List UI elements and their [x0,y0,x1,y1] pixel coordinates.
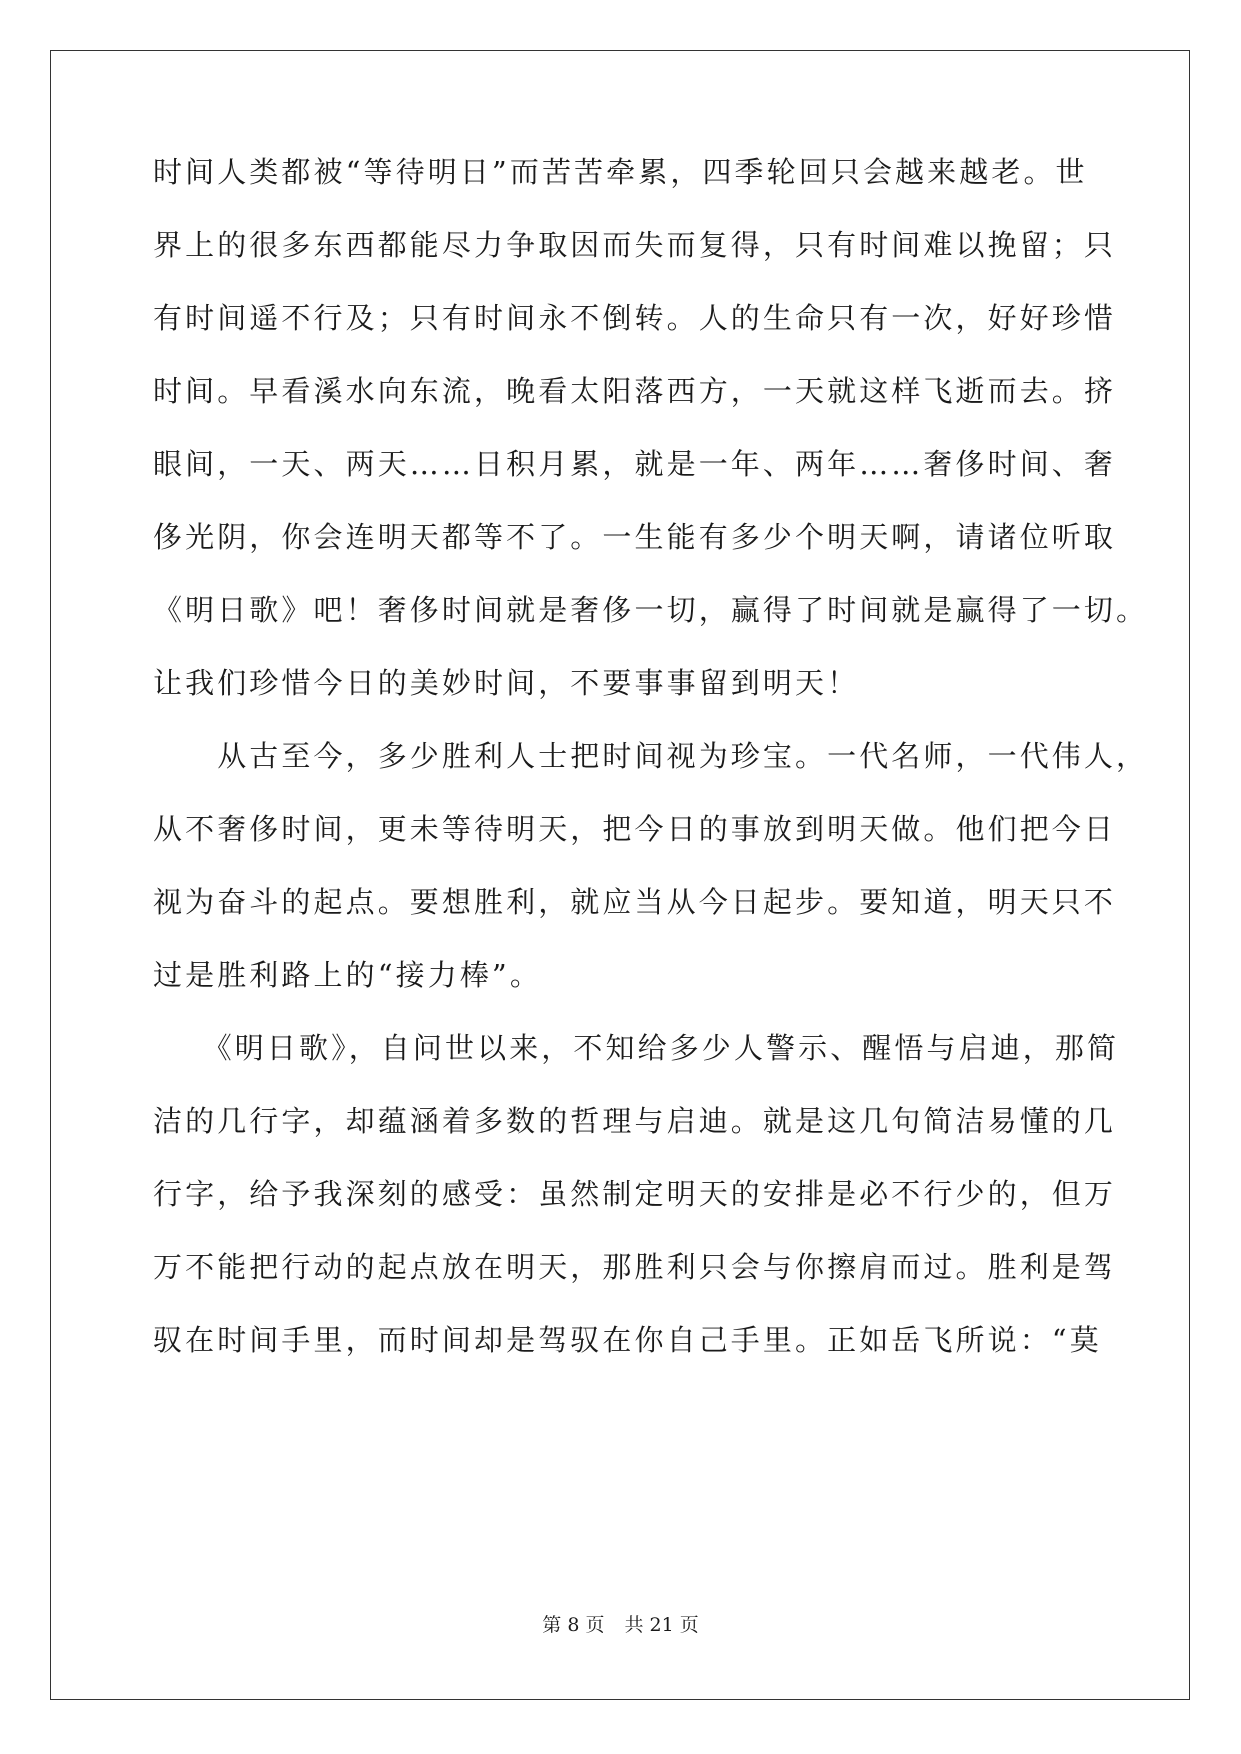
text-line: 驭在时间手里，而时间却是驾驭在你自己手里。正如岳飞所说：“莫 [153,1323,1102,1357]
text-line: 界上的很多东西都能尽力争取因而失而复得，只有时间难以挽留；只 [153,228,1117,262]
text-line: 行字，给予我深刻的感受：虽然制定明天的安排是必不行少的，但万 [153,1177,1117,1211]
page-number: 第 8 页 [542,1614,605,1636]
text-line: 万不能把行动的起点放在明天，那胜利只会与你擦肩而过。胜利是驾 [153,1250,1117,1284]
text-line: 从不奢侈时间，更未等待明天，把今日的事放到明天做。他们把今日 [153,812,1117,846]
page-total: 共 21 页 [624,1614,699,1636]
text-line: 视为奋斗的起点。要想胜利，就应当从今日起步。要知道，明天只不 [153,885,1117,919]
text-line: 《明日歌》吧！奢侈时间就是奢侈一切，赢得了时间就是赢得了一切。 [153,593,1149,627]
text-line: 《明日歌》，自问世以来，不知给多少人警示、醒悟与启迪，那简 [153,1031,1120,1065]
text-line: 侈光阴，你会连明天都等不了。一生能有多少个明天啊，请诸位听取 [153,520,1117,554]
text-line: 眼间，一天、两天……日积月累，就是一年、两年……奢侈时间、奢 [153,447,1117,481]
text-line: 过是胜利路上的“接力棒”。 [153,958,542,992]
page-footer [0,1612,1241,1638]
text-line: 洁的几行字，却蕴涵着多数的哲理与启迪。就是这几句简洁易懂的几 [153,1104,1117,1138]
text-line: 从古至今，多少胜利人士把时间视为珍宝。一代名师，一代伟人， [153,739,1149,773]
text-line: 时间。早看溪水向东流，晚看太阳落西方，一天就这样飞逝而去。挤 [153,374,1117,408]
text-line: 时间人类都被“等待明日”而苦苦牵累，四季轮回只会越来越老。世 [153,155,1088,189]
text-line: 有时间遥不行及；只有时间永不倒转。人的生命只有一次，好好珍惜 [153,301,1117,335]
text-line: 让我们珍惜今日的美妙时间，不要事事留到明天！ [153,666,860,700]
